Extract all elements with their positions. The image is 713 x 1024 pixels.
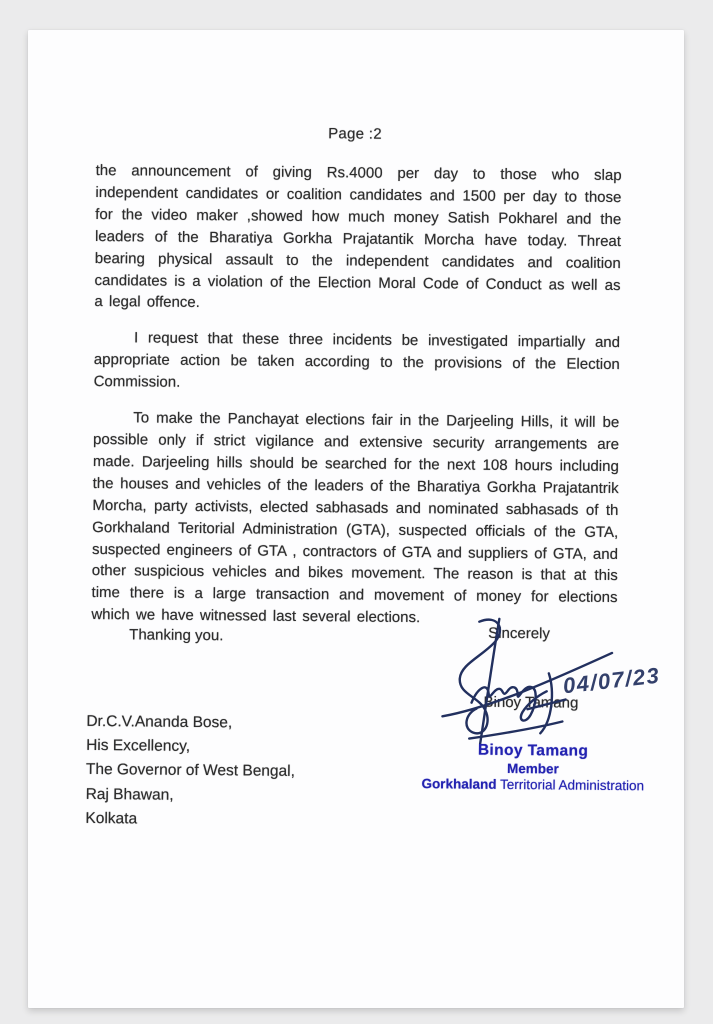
- official-stamp: [398, 741, 668, 794]
- body-paragraph: the announcement of giving Rs.4000 per day to those who slap independent candidates or coalition candidates and 1500 per day to those for the video maker ,showed how much money Satish Pokharel and the leaders of the Bharatiya Gorkha Prajatantik Morcha have today. Threat bearing physical assault to the independent candidates and coalition candidates is a violation of the Election Moral Code of Conduct as well as a legal offence.: [94, 161, 622, 312]
- letter-body: [91, 160, 621, 631]
- handwritten-date: 04/07/23: [561, 662, 662, 699]
- stamp-title: Member: [506, 760, 559, 777]
- stamp-name: Binoy Tamang: [477, 741, 589, 760]
- letter-page: [28, 30, 684, 1008]
- recipient-line: His Excellency,: [86, 737, 191, 756]
- recipient-line: Kolkata: [85, 809, 138, 828]
- recipient-line: Raj Bhawan,: [85, 785, 174, 804]
- recipient-line: The Governor of West Bengal,: [85, 761, 296, 781]
- recipient-line: Dr.C.V.Ananda Bose,: [86, 712, 233, 732]
- recipient-address: [85, 710, 295, 833]
- stamp-org-bold: Gorkhaland: [421, 776, 497, 792]
- stamp-organization: [398, 776, 668, 794]
- body-paragraph: To make the Panchayat elections fair in the Darjeeling Hills, it will be possible only if strict vigilance and extensive security arrangements are made. Darjeeling hills should be searched for the next 108 hours including the houses and vehicles of the leaders of the Bharatiya Gorkha Prajatantrik Morcha, party activists, elected sabhasads and nominated sabhasads of th Gorkhaland Teritorial Administration (GTA), suspected officials of the GTA, suspected engineers of GTA , contractors of GTA and suppliers of GTA, and other suspicious vehicles and bikes movement. The reason is that at this time there is a large transaction and movement of money for elections which we have witnessed last several elections.: [91, 409, 620, 627]
- closing-line: Thanking you.: [129, 626, 224, 645]
- page-number: Page :2: [328, 125, 383, 143]
- valediction: Sincerely: [488, 624, 551, 643]
- body-paragraph: I request that these three incidents be investigated impartially and appropriate action be taken according to the provisions of the Election Commission.: [93, 329, 621, 391]
- letter-content: [19, 29, 684, 1013]
- signatory-name: Binoy Tamang: [483, 693, 579, 712]
- stamp-org-rest: Territorial Administration: [496, 776, 645, 794]
